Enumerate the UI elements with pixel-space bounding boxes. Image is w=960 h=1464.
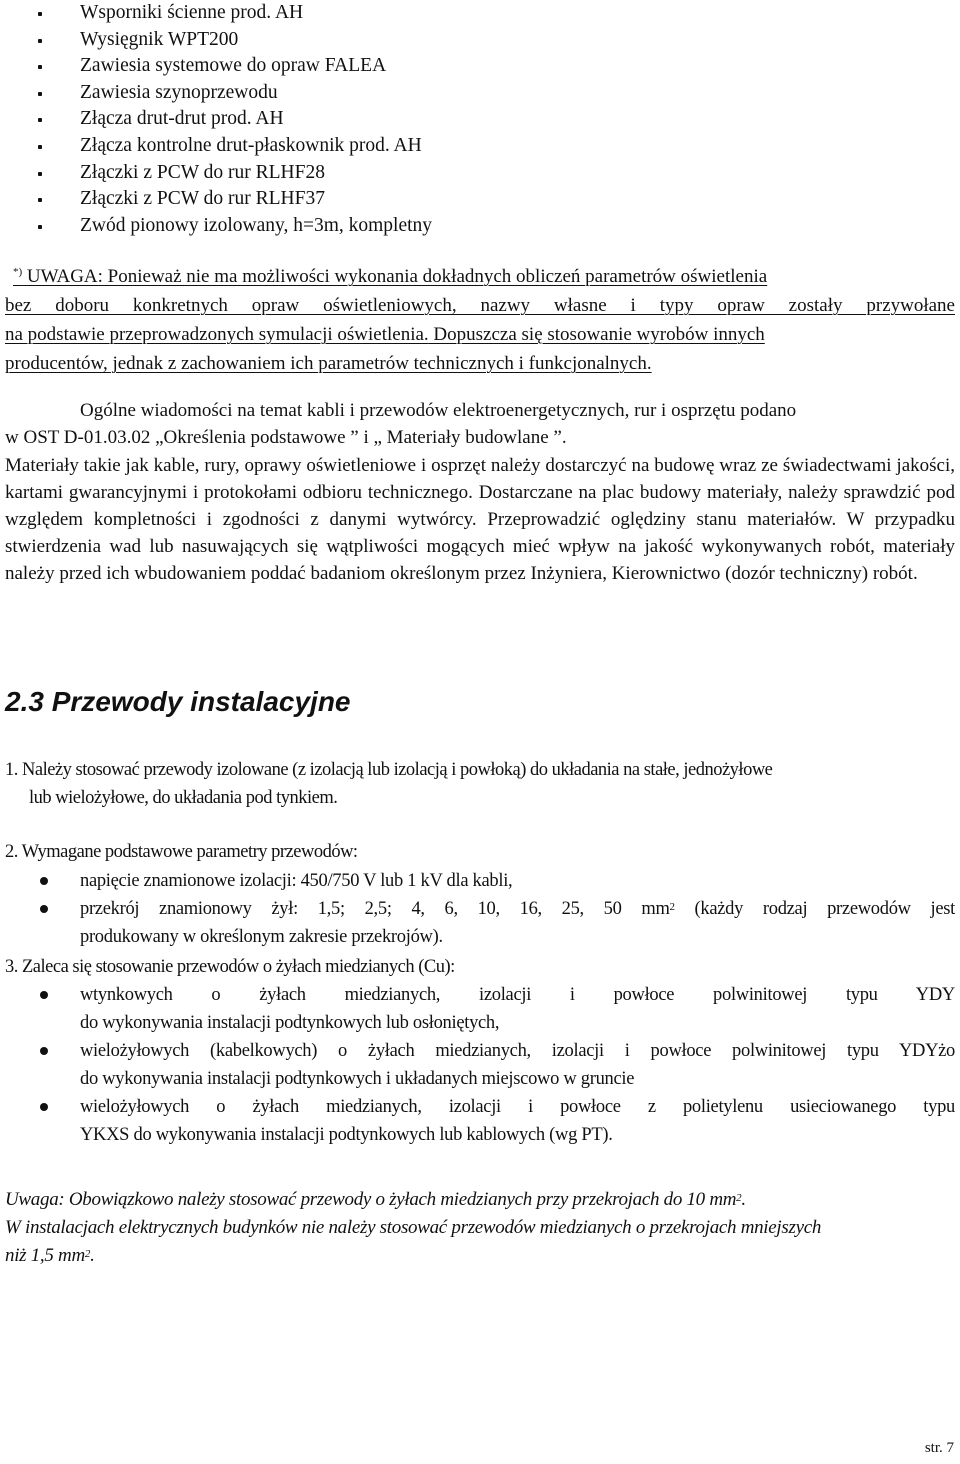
bullet-icon	[38, 12, 42, 16]
list-item: Złącza kontrolne drut-płaskownik prod. AH	[0, 133, 432, 160]
footnote-marker: *)	[13, 266, 23, 278]
list-item: wtynkowych o żyłach miedzianych, izolacji i powłoce polwinitowej typu YDY do wykonywania instalacji podtynkowych lub osłoniętych,	[0, 981, 955, 1037]
list-item: przekrój znamionowy żył: 1,5; 2,5; 4, 6, 10, 16, 25, 50 $mm^2$ (każdy rodzaj przewodów jest produkowany w określonym zakresie przekrojów).	[0, 895, 955, 951]
bullet-icon	[38, 198, 42, 202]
copper-note: Uwaga: Obowiązkowo należy stosować przewody o żyłach miedzianych przy przekrojach do 10 $mm^2$. W instalacjach elektrycznych budynków nie należy stosować przewodów miedzianych o przekrojach mniejszych niż 1,5 $mm^2$.	[5, 1189, 822, 1266]
numbered-item-2: 2. Wymagane podstawowe parametry przewodów:	[5, 842, 358, 862]
materials-list	[0, 0, 432, 239]
bullet-icon	[40, 1047, 48, 1055]
bullet-icon	[40, 877, 48, 885]
lighting-note: *) UWAGA: Ponieważ nie ma możliwości wykonania dokładnych obliczeń parametrów oświetlenia bez doboru konkretnych opraw oświetleniowych, nazwy własne i typy opraw zostały przywołane na podstawie przeprowadzonych symulacji oświetlenia. Dopuszcza się stosowanie wyrobów innych producentów, jednak z zachowaniem ich parametrów technicznych i funkcjonalnych.	[5, 266, 955, 374]
copper-wires-list	[0, 981, 955, 1149]
bullet-icon	[38, 225, 42, 229]
bullet-icon	[38, 39, 42, 43]
materials-paragraph: Materiały takie jak kable, rury, oprawy oświetleniowe i osprzęt należy dostarczyć na budowę wraz ze świadectwami jakości, kartami gwarancyjnymi i protokołami odbioru technicznego. Dostarczane na plac budowy materiały, należy sprawdzić pod względem kompletności i zgodności z danymi wytwórcy. Przeprowadzić oględziny stanu materiałów. W przypadku stwierdzenia wad lub nasuwających się wątpliwości mogących mieć wpływ na jakość wykonywanych robót, materiały należy przed ich wbudowaniem poddać badaniom określonym przez Inżyniera, Kierownictwo (dozór techniczny) robót.	[5, 455, 955, 584]
list-item: Złączki z PCW do rur RLHF37	[0, 186, 432, 213]
bullet-icon	[40, 905, 48, 913]
list-item: wielożyłowych (kabelkowych) o żyłach miedzianych, izolacji i powłoce polwinitowej typu YDYżo do wykonywania instalacji podtynkowych i układanych miejscowo w gruncie	[0, 1037, 955, 1093]
list-item: Wsporniki ścienne prod. AH	[0, 0, 432, 27]
page-number: str. 7	[924, 1440, 954, 1456]
numbered-item-3: 3. Zaleca się stosowanie przewodów o żyłach miedzianych (Cu):	[5, 957, 455, 977]
bullet-icon	[38, 172, 42, 176]
bullet-icon	[38, 118, 42, 122]
numbered-item-1: 1. Należy stosować przewody izolowane (z izolacją lub izolacją i powłoką) do układania na stałe, jednożyłowe lub wielożyłowe, do układania pod tynkiem.	[5, 760, 773, 808]
bullet-icon	[40, 991, 48, 999]
bullet-icon	[40, 1103, 48, 1111]
bullet-icon	[38, 65, 42, 69]
list-item: Zawiesia szynoprzewodu	[0, 80, 432, 107]
list-item: Wysięgnik WPT200	[0, 27, 432, 54]
parameters-list	[0, 867, 955, 951]
general-info-paragraph: Ogólne wiadomości na temat kabli i przewodów elektroenergetycznych, rur i osprzętu podano w OST D-01.03.02 „Określenia podstawowe ” i „ Materiały budowlane ”.	[5, 400, 797, 448]
section-heading: 2.3 Przewody instalacyjne	[5, 686, 351, 717]
list-item: Złączki z PCW do rur RLHF28	[0, 160, 432, 187]
bullet-icon	[38, 145, 42, 149]
list-item: napięcie znamionowe izolacji: 450/750 V lub 1 kV dla kabli,	[0, 867, 955, 895]
list-item: wielożyłowych o żyłach miedzianych, izolacji i powłoce z polietylenu usieciowanego typu YKXS do wykonywania instalacji podtynkowych lub kablowych (wg PT).	[0, 1093, 955, 1149]
bullet-icon	[38, 92, 42, 96]
list-item: Zwód pionowy izolowany, h=3m, kompletny	[0, 213, 432, 240]
list-item: Złącza drut-drut prod. AH	[0, 106, 432, 133]
list-item: Zawiesia systemowe do opraw FALEA	[0, 53, 432, 80]
